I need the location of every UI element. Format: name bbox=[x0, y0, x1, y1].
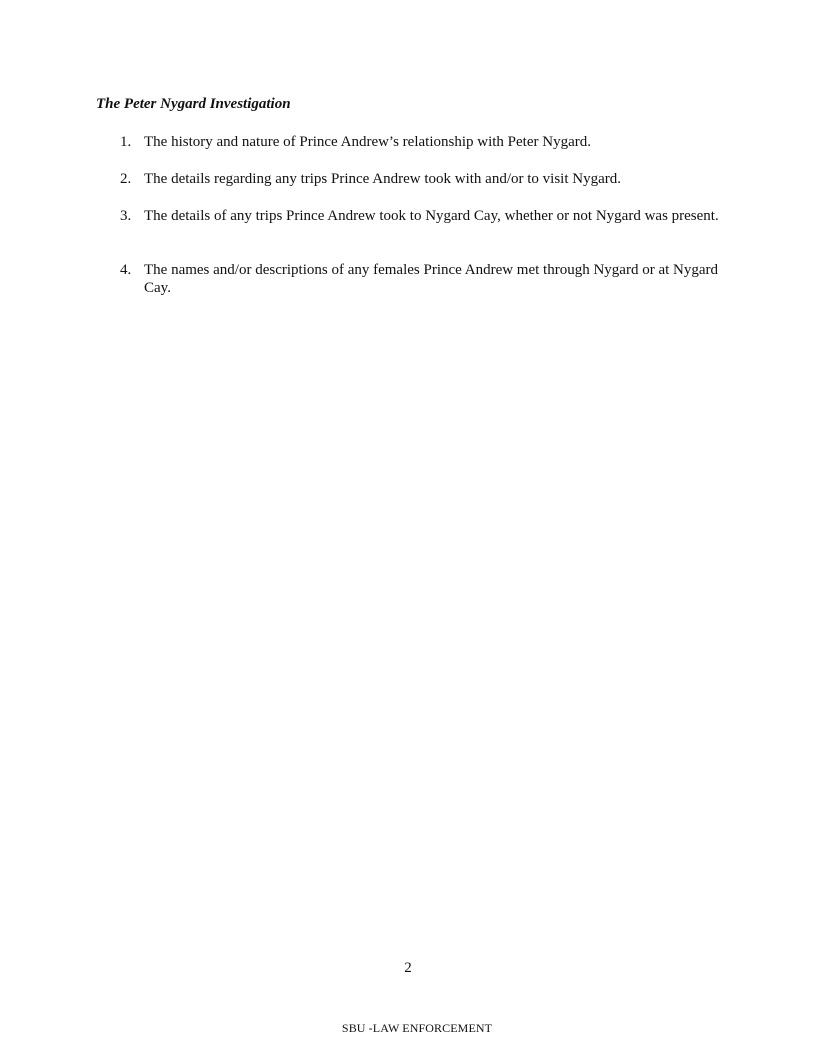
list-item bbox=[120, 133, 720, 151]
list-item-text: The history and nature of Prince Andrew’s relationship with Peter Nygard. bbox=[144, 134, 591, 150]
list-item-number: 3. bbox=[120, 208, 132, 224]
list-item bbox=[120, 207, 720, 225]
list-item bbox=[120, 261, 720, 297]
list-item bbox=[120, 170, 720, 188]
list-item-text: The details of any trips Prince Andrew took to Nygard Cay, whether or not Nygard was present. bbox=[144, 208, 719, 224]
list-item-number: 2. bbox=[120, 171, 132, 187]
page-number: 2 bbox=[404, 960, 412, 976]
list-item-text: The names and/or descriptions of any females Prince Andrew met through Nygard or at Nygard Cay. bbox=[144, 262, 718, 296]
list-item-text: The details regarding any trips Prince Andrew took with and/or to visit Nygard. bbox=[144, 171, 621, 187]
list-item-number: 4. bbox=[120, 262, 132, 278]
list-item-number: 1. bbox=[120, 134, 132, 150]
footer-label: SBU -LAW ENFORCEMENT bbox=[341, 1021, 493, 1035]
section-title: The Peter Nygard Investigation bbox=[96, 96, 291, 112]
